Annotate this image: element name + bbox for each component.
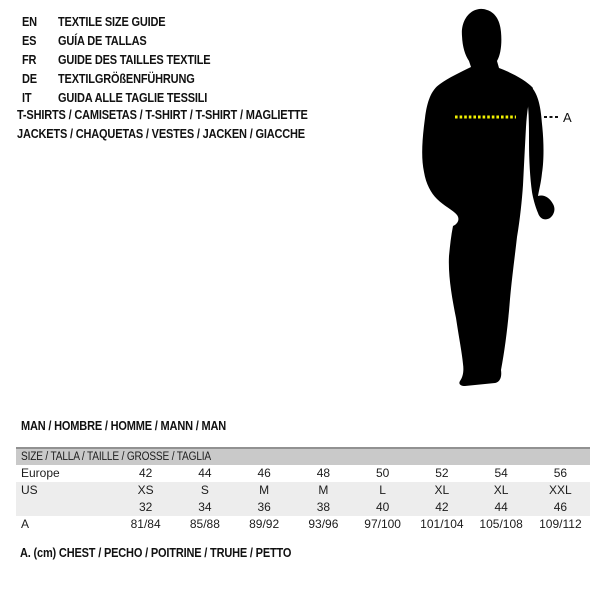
language-title: TEXTILE SIZE GUIDE bbox=[58, 15, 166, 29]
size-table bbox=[16, 447, 590, 533]
size-table-header: SIZE / TALLA / TAILLE / GRÖSSE / TAGLIA bbox=[16, 449, 590, 465]
body-shape bbox=[422, 9, 533, 386]
language-row bbox=[22, 32, 231, 51]
section-title-man: MAN / HOMBRE / HOMME / MANN / MAN bbox=[21, 419, 227, 433]
table-row-europe: Europe 42 44 46 48 50 52 54 56 bbox=[16, 465, 590, 482]
measurement-footnote: A. (cm) CHEST / PECHO / POITRINE / TRUHE / PETTO bbox=[20, 546, 292, 560]
language-code: EN bbox=[22, 15, 37, 29]
language-title: GUIDA ALLE TAGLIE TESSILI bbox=[58, 91, 208, 105]
table-row-us: US XS S M M L XL XL XXL bbox=[16, 482, 590, 499]
language-code: FR bbox=[22, 53, 37, 67]
language-title: TEXTILGRÖßENFÜHRUNG bbox=[58, 72, 195, 86]
language-title: GUIDE DES TAILLES TEXTILE bbox=[58, 53, 211, 67]
table-row-us-numeric: 32 34 36 38 40 42 44 46 bbox=[16, 499, 590, 516]
category-jackets: JACKETS / CHAQUETAS / VESTES / JACKEN / GIACCHE bbox=[17, 127, 305, 141]
man-silhouette bbox=[405, 5, 580, 390]
language-row bbox=[22, 70, 231, 89]
language-code: IT bbox=[22, 91, 32, 105]
category-tshirts: T-SHIRTS / CAMISETAS / T-SHIRT / T-SHIRT / MAGLIETTE bbox=[17, 108, 308, 122]
language-code: ES bbox=[22, 34, 37, 48]
language-row bbox=[22, 51, 231, 70]
row-label: A bbox=[21, 517, 30, 531]
table-row-chest-a: A 81/84 85/88 89/92 93/96 97/100 101/104 105/108 109/112 bbox=[16, 516, 590, 533]
language-row bbox=[22, 13, 231, 32]
measure-label-a: A bbox=[563, 110, 572, 125]
language-code: DE bbox=[22, 72, 37, 86]
row-label: US bbox=[21, 483, 38, 497]
row-label bbox=[16, 499, 116, 516]
language-title: GUÍA DE TALLAS bbox=[58, 34, 147, 48]
language-list bbox=[22, 13, 231, 108]
garment-categories bbox=[17, 106, 347, 144]
row-label: Europe bbox=[21, 466, 60, 480]
